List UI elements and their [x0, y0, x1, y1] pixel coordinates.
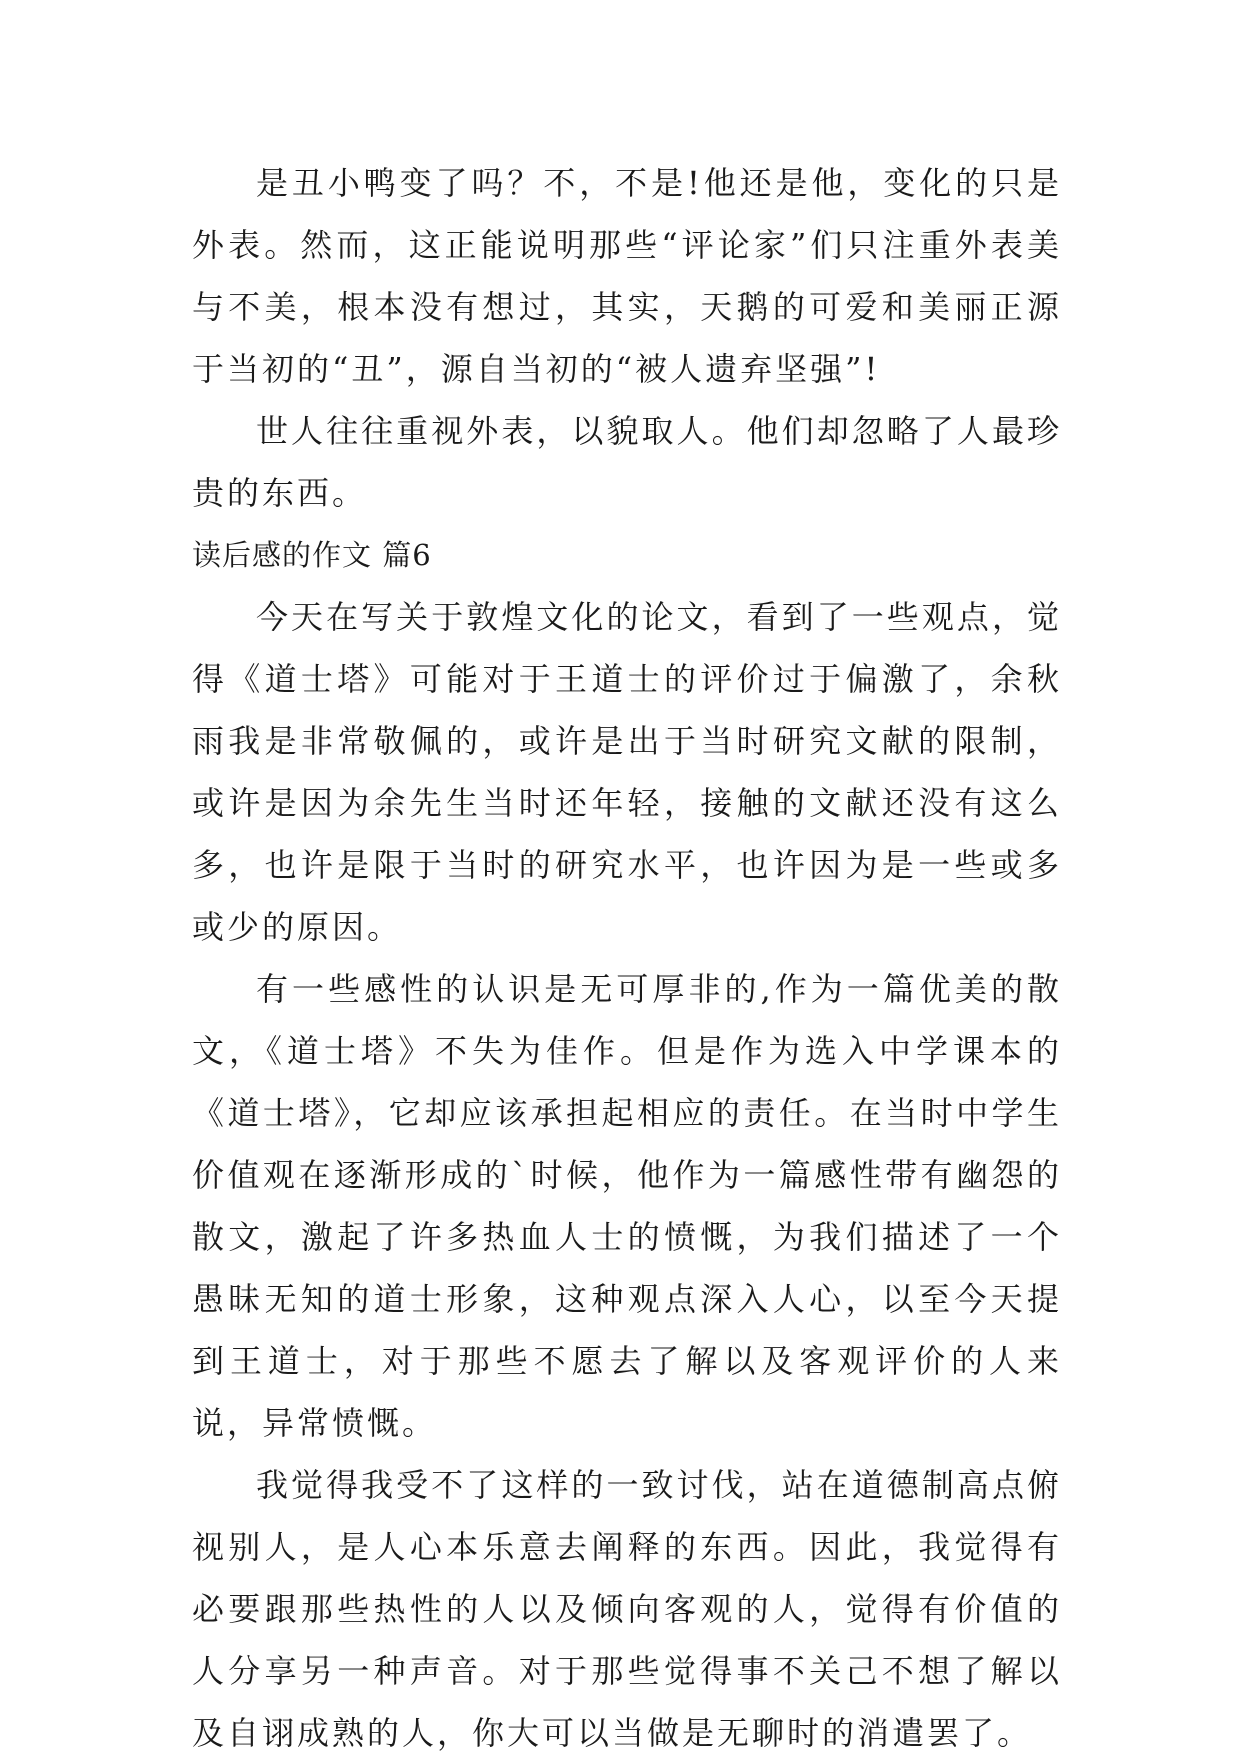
document-body — [192, 152, 1062, 1764]
paragraph-dunhuang-thesis: 今天在写关于敦煌文化的论文，看到了一些观点，觉得《道士塔》可能对于王道士的评价过于偏激了，余秋雨我是非常敬佩的，或许是出于当时研究文献的限制，或许是因为余先生当时还年轻，接触的文献还没有这么多，也许是限于当时的研究水平，也许因为是一些或多或少的原因。 — [192, 598, 1062, 946]
paragraph-another-voice: 我觉得我受不了这样的一致讨伐，站在道德制高点俯视别人，是人心本乐意去阐释的东西。因此，我觉得有必要跟那些热性的人以及倾向客观的人，觉得有价值的人分享另一种声音。对于那些觉得事不关己不想了解以及自诩成熟的人，你大可以当做是无聊时的消遣罢了。 — [192, 1466, 1062, 1752]
paragraph-daoshi-tower: 有一些感性的认识是无可厚非的,作为一篇优美的散文，《道士塔》不失为佳作。但是作为选入中学课本的《道士塔》，它却应该承担起相应的责任。在当时中学生价值观在逐渐形成的`时候，他作为一篇感性带有幽怨的散文，激起了许多热血人士的愤慨，为我们描述了一个愚昧无知的道士形象，这种观点深入人心，以至今天提到王道士，对于那些不愿去了解以及客观评价的人来说，异常愤慨。 — [192, 970, 1062, 1442]
paragraph-appearance: 世人往往重视外表，以貌取人。他们却忽略了人最珍贵的东西。 — [192, 412, 1062, 512]
section-heading: 读后感的作文 篇6 — [192, 538, 432, 572]
paragraph-ugly-duckling: 是丑小鸭变了吗？不，不是!他还是他，变化的只是外表。然而，这正能说明那些“评论家”们只注重外表美与不美，根本没有想过，其实，天鹅的可爱和美丽正源于当初的“丑”，源自当初的“被人遗弃坚强”! — [192, 164, 1062, 388]
